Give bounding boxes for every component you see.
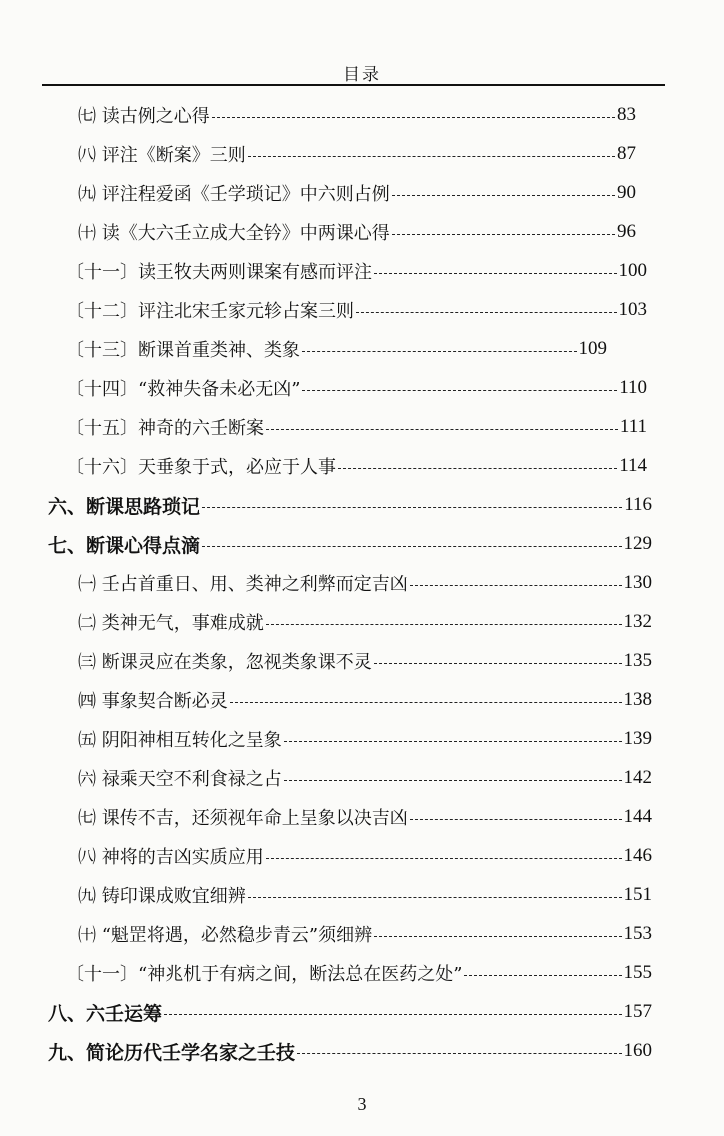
toc-entry [78, 761, 652, 795]
toc-leader [302, 390, 617, 391]
toc-entry-label: ㈩ 读《大六壬立成大全钤》中两课心得 [78, 223, 390, 244]
toc-entry [66, 332, 607, 366]
toc-leader [356, 312, 617, 313]
toc-leader [410, 585, 622, 586]
toc-entry-label: ㈦ 课传不吉，还须视年命上呈象以决吉凶 [78, 808, 408, 829]
toc-entry-page: 96 [617, 221, 636, 242]
page-header-title: 目录 [343, 65, 381, 85]
toc-entry-label: ㈦ 读古例之心得 [78, 106, 210, 127]
toc-leader [392, 195, 615, 196]
toc-entry-label: 七、断课心得点滴 [48, 534, 201, 557]
toc-entry [78, 566, 652, 600]
toc-entry-label: 〔十四〕“救神失备未必无凶” [66, 379, 301, 400]
toc-entry-label: ㈣ 事象契合断必灵 [78, 691, 228, 712]
toc-leader [374, 936, 621, 937]
toc-entry [66, 371, 647, 405]
toc-entry-label: ㈨ 铸印课成败宜细辨 [78, 886, 246, 907]
toc-entry [66, 956, 652, 990]
toc-entry [78, 176, 636, 210]
toc-leader [164, 1014, 621, 1015]
toc-leader [266, 429, 618, 430]
toc-leader [266, 624, 622, 625]
toc-entry-label: ㈩ “魁罡将遇，必然稳步青云”须细辨 [78, 925, 373, 946]
toc-leader [338, 468, 617, 469]
toc-entry-page: 144 [623, 806, 652, 827]
toc-entry-page: 111 [619, 416, 647, 437]
toc-leader [230, 702, 622, 703]
toc-entry-page: 155 [623, 962, 652, 983]
page-number: 3 [357, 1094, 367, 1114]
toc-entry [78, 839, 652, 873]
toc-entry-page: 110 [619, 377, 647, 398]
toc-entry-page: 132 [623, 611, 652, 632]
toc-leader [202, 546, 621, 547]
toc-entry [78, 722, 652, 756]
toc-entry-page: 109 [578, 338, 607, 359]
toc-entry-label: 〔十五〕神奇的六壬断案 [66, 418, 264, 439]
toc-leader [297, 1053, 621, 1054]
toc-leader [248, 156, 615, 157]
toc-entry [78, 98, 636, 132]
toc-entry-page: 100 [618, 260, 647, 281]
toc-leader [266, 858, 622, 859]
toc-section-entry [48, 527, 652, 561]
toc-entry-page: 87 [617, 143, 636, 164]
toc-entry [78, 215, 636, 249]
toc-entry-label: 九、简论历代壬学名家之壬技 [48, 1041, 296, 1064]
toc-leader [392, 234, 615, 235]
toc-entry [78, 800, 652, 834]
toc-entry-label: ㈧ 神将的吉凶实质应用 [78, 847, 264, 868]
toc-entry-page: 129 [623, 533, 652, 554]
toc-entry-label: ㈥ 禄乘天空不利食禄之占 [78, 769, 282, 790]
toc-entry-page: 157 [623, 1001, 652, 1022]
toc-entry-label: 〔十三〕断课首重类神、类象 [66, 340, 300, 361]
toc-leader [464, 975, 621, 976]
toc-entry-label: ㈡ 类神无气，事难成就 [78, 613, 264, 634]
toc-entry-label: ㈤ 阴阳神相互转化之呈象 [78, 730, 282, 751]
toc-leader [248, 897, 622, 898]
toc-leader [202, 507, 622, 508]
toc-entry-label: 〔十一〕“神兆机于有病之间，断法总在医药之处” [66, 964, 463, 985]
toc-leader [212, 117, 615, 118]
toc-section-entry [48, 995, 652, 1029]
toc-entry-page: 139 [623, 728, 652, 749]
toc-leader [374, 273, 617, 274]
toc-entry-label: ㈧ 评注《断案》三则 [78, 145, 246, 166]
toc-entry [66, 449, 647, 483]
toc-entry-label: 〔十一〕读王牧夫两则课案有感而评注 [66, 262, 372, 283]
toc-leader [302, 351, 577, 352]
toc-entry-page: 151 [623, 884, 652, 905]
toc-entry-label: 〔十六〕天垂象于式，必应于人事 [66, 457, 336, 478]
toc-entry-page: 153 [623, 923, 652, 944]
toc-leader [284, 741, 622, 742]
toc-entry [78, 644, 652, 678]
toc-entry-page: 142 [623, 767, 652, 788]
toc-entry [66, 293, 647, 327]
toc-entry [78, 137, 636, 171]
toc-leader [410, 819, 622, 820]
toc-entry [66, 254, 647, 288]
toc-entry [78, 917, 652, 951]
toc-entry [66, 410, 647, 444]
toc-entry-label: 八、六壬运筹 [48, 1002, 163, 1025]
toc-entry [78, 605, 652, 639]
toc-entry-label: ㈢ 断课灵应在类象，忽视类象课不灵 [78, 652, 372, 673]
toc-section-entry [48, 1034, 652, 1068]
toc-entry-page: 114 [619, 455, 647, 476]
toc-entry-label: ㈠ 壬占首重日、用、类神之利弊而定吉凶 [78, 574, 408, 595]
toc-entry-page: 103 [618, 299, 647, 320]
toc-entry [78, 878, 652, 912]
toc-entry-page: 130 [623, 572, 652, 593]
toc-entry-label: 六、断课思路琐记 [48, 495, 201, 518]
toc-section-entry [48, 488, 652, 522]
toc-entry-label: 〔十二〕评注北宋壬家元轸占案三则 [66, 301, 354, 322]
toc-entry-page: 116 [624, 494, 652, 515]
toc-entry-page: 146 [623, 845, 652, 866]
toc-entry-page: 138 [623, 689, 652, 710]
toc-entry-page: 160 [623, 1040, 652, 1061]
header-rule [42, 84, 665, 86]
toc-entry-page: 135 [623, 650, 652, 671]
toc-entry [78, 683, 652, 717]
toc-entry-page: 83 [617, 104, 636, 125]
toc-leader [374, 663, 622, 664]
toc-leader [284, 780, 622, 781]
toc-entry-label: ㈨ 评注程爱函《壬学琐记》中六则占例 [78, 184, 390, 205]
toc-entry-page: 90 [617, 182, 636, 203]
